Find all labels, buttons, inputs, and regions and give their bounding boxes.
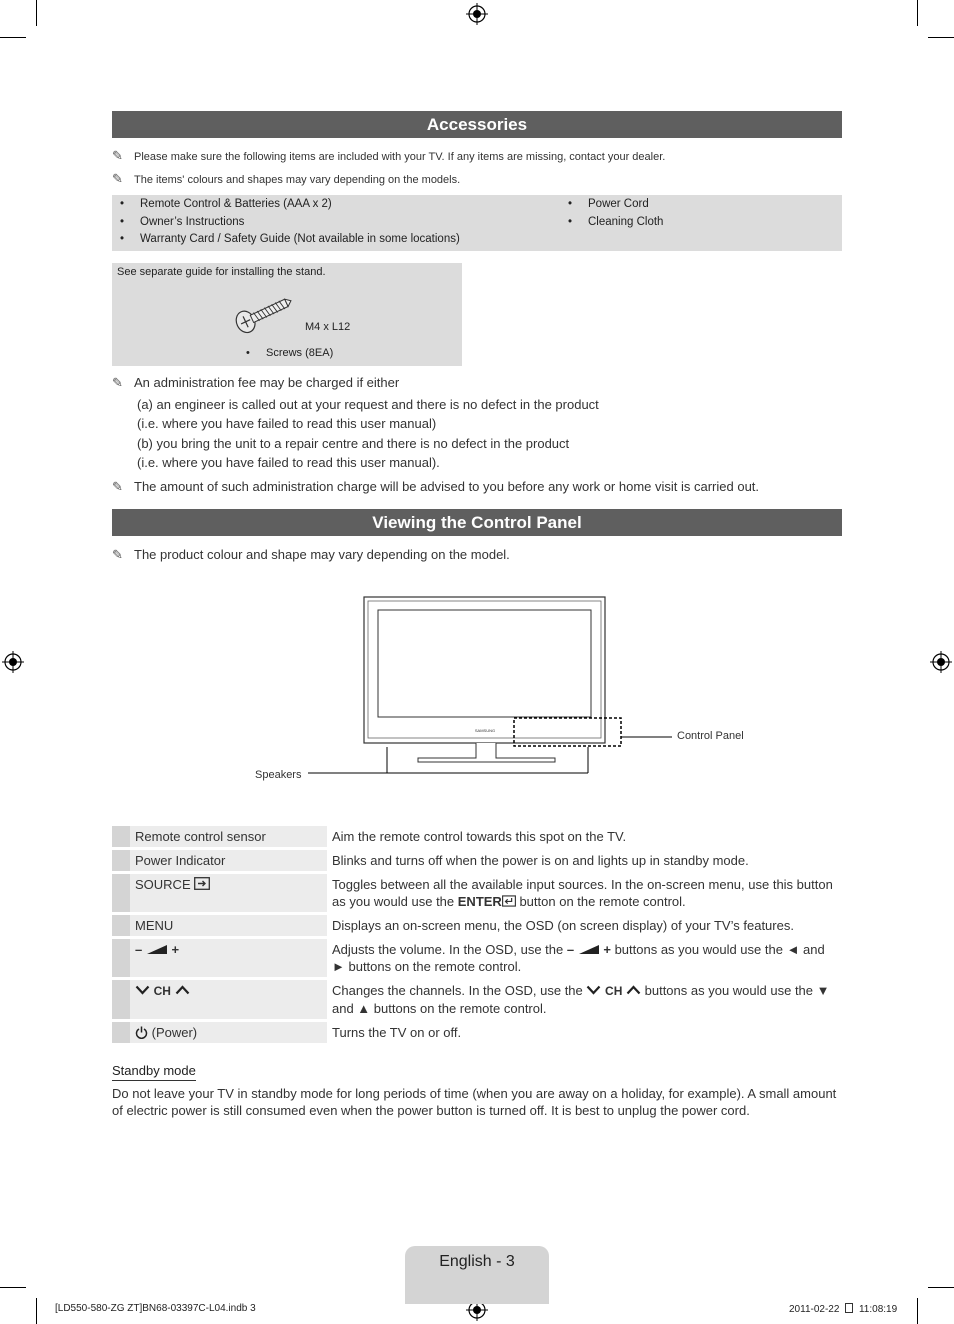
crop-mark xyxy=(928,1287,954,1288)
control-panel-table xyxy=(112,823,842,1046)
crop-mark xyxy=(917,0,918,26)
button-description: Turns the TV on or off. xyxy=(327,1022,842,1043)
control-panel-heading: Viewing the Control Panel xyxy=(112,509,842,536)
fee-line: (i.e. where you have failed to read this user manual) xyxy=(137,416,437,431)
stand-note: See separate guide for installing the stand. xyxy=(117,266,326,278)
chevron-down-icon xyxy=(586,985,601,995)
button-name: Remote control sensor xyxy=(130,826,327,847)
note-charge-advised: ✎ The amount of such administration charge will be advised to you before any work or home visit is carried out. xyxy=(112,479,760,494)
chevron-up-icon xyxy=(175,985,190,995)
button-description: Displays an on-screen menu, the OSD (on screen display) of your TV’s features. xyxy=(327,915,842,936)
screw-size-label: M4 x L12 xyxy=(305,321,351,333)
chevron-up-icon xyxy=(626,985,641,995)
registration-mark-icon xyxy=(466,3,488,25)
page-number-tab: English - 3 xyxy=(405,1246,549,1304)
table-row xyxy=(112,850,842,871)
button-description: Adjusts the volume. In the OSD, use the – + buttons as you would use the ◄ and ► buttons on the remote control. xyxy=(327,939,842,977)
chevron-down-icon xyxy=(135,985,150,995)
registration-mark-icon xyxy=(2,651,24,673)
tv-diagram xyxy=(250,590,750,790)
table-row xyxy=(112,1022,842,1043)
control-panel-label: Control Panel xyxy=(677,730,744,742)
button-description: Changes the channels. In the OSD, use the CH buttons as you would use the ▼ and ▲ buttons on the remote control. xyxy=(327,980,842,1019)
pencil-note-icon: ✎ xyxy=(112,148,123,163)
button-description: Aim the remote control towards this spot on the TV. xyxy=(327,826,842,847)
crop-mark xyxy=(0,37,26,38)
crop-mark xyxy=(0,1287,26,1288)
fee-line: (a) an engineer is called out at your request and there is no defect in the product xyxy=(137,397,599,412)
registration-mark-icon xyxy=(930,651,952,673)
note-admin-fee: ✎ An administration fee may be charged if either xyxy=(112,375,400,390)
button-name: (Power) xyxy=(130,1022,327,1043)
placeholder-glyph-icon xyxy=(845,1303,853,1313)
button-name: – + xyxy=(130,939,327,977)
button-description: Blinks and turns off when the power is on and lights up in standby mode. xyxy=(327,850,842,871)
volume-icon xyxy=(578,944,600,955)
crop-mark xyxy=(928,37,954,38)
accessories-list-left xyxy=(112,196,460,249)
note-product-colour: ✎ The product colour and shape may vary depending on the model. xyxy=(112,547,510,562)
table-row xyxy=(112,939,842,977)
volume-icon xyxy=(146,944,168,955)
note-colours-vary: ✎ The items' colours and shapes may vary depending on the models. xyxy=(112,171,461,186)
crop-mark xyxy=(917,1298,918,1324)
power-icon xyxy=(135,1026,148,1039)
button-name: MENU xyxy=(130,915,327,936)
list-item: • Power Cord xyxy=(560,196,663,214)
pencil-note-icon: ✎ xyxy=(112,375,123,390)
crop-mark xyxy=(36,0,37,26)
tv-screen xyxy=(378,610,591,717)
stand-box xyxy=(112,263,462,366)
source-icon xyxy=(194,877,210,890)
list-item: • Owner’s Instructions xyxy=(112,214,460,232)
table-row xyxy=(112,980,842,1019)
button-description: Toggles between all the available input sources. In the on-screen menu, use this button as you would use the ENTER button on the remote control. xyxy=(327,874,842,912)
pencil-note-icon: ✎ xyxy=(112,479,123,494)
crop-mark xyxy=(36,1298,37,1324)
screw-icon xyxy=(230,290,294,334)
pencil-note-icon: ✎ xyxy=(112,547,123,562)
tv-brand-logo: SAMSUNG xyxy=(474,728,496,733)
list-item: • Warranty Card / Safety Guide (Not available in some locations) xyxy=(112,231,460,249)
note-items-included: ✎ Please make sure the following items are included with your TV. If any items are missing, contact your dealer. xyxy=(112,148,666,163)
screws-item: • Screws (8EA) xyxy=(246,347,334,359)
table-row xyxy=(112,874,842,912)
pencil-note-icon: ✎ xyxy=(112,171,123,186)
speakers-label: Speakers xyxy=(255,769,302,781)
accessories-list-right xyxy=(560,196,663,231)
button-name: CH xyxy=(130,980,327,1019)
standby-text: Do not leave your TV in standby mode for long periods of time (when you are away on a holiday, for example). A small amount of electric power is still consumed even when the power button is turned off. It is best to unplug the power cord. xyxy=(112,1086,837,1118)
fee-line: (i.e. where you have failed to read this user manual). xyxy=(137,455,440,470)
list-item: • Remote Control & Batteries (AAA x 2) xyxy=(112,196,460,214)
button-name: Power Indicator xyxy=(130,850,327,871)
accessories-list-box xyxy=(112,195,842,251)
enter-icon xyxy=(502,895,516,907)
button-name: SOURCE xyxy=(130,874,327,912)
accessories-heading: Accessories xyxy=(112,111,842,138)
fee-line: (b) you bring the unit to a repair centre and there is no defect in the product xyxy=(137,436,570,451)
file-slug: [LD550-580-ZG ZT]BN68-03397C-L04.indb 3 xyxy=(55,1303,256,1314)
table-row xyxy=(112,915,842,936)
table-row xyxy=(112,826,842,847)
standby-heading: Standby mode xyxy=(112,1063,196,1081)
print-date: 2011-02-22 11:08:19 xyxy=(789,1304,898,1315)
list-item: • Cleaning Cloth xyxy=(560,214,663,232)
